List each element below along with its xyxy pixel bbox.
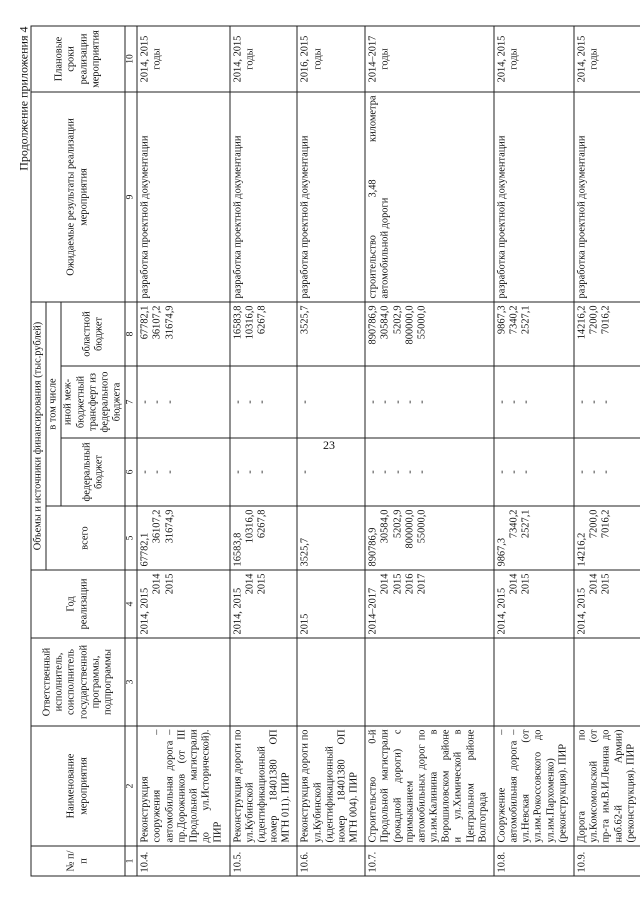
cell-line: 2014–2017 [367, 587, 379, 635]
cell-line: 2015 [256, 573, 268, 595]
cell-line: 36107,2 [151, 305, 163, 340]
cell-line: 67782,1 [139, 532, 151, 567]
header-deadlines: Плановые сроки реализации мероприятия [31, 26, 125, 92]
cell-line: - [496, 470, 508, 474]
table-row [574, 26, 640, 876]
header-including: в том числе [46, 302, 61, 506]
cell-line: - [404, 470, 416, 474]
cell-line: 2014 [508, 573, 520, 595]
row-total [230, 506, 298, 570]
row-executor [494, 638, 574, 726]
cell-line: - [379, 470, 391, 474]
row-result: разработка проектной документации [574, 92, 640, 302]
rotated-page [16, 13, 637, 893]
cell-line: 2014 [379, 573, 391, 595]
cell-line: 2014 [151, 573, 163, 595]
cell-line: - [256, 400, 268, 404]
cell-line: 10316,0 [244, 509, 256, 544]
row-federal [297, 438, 365, 506]
cell-line: - [392, 470, 404, 474]
cell-line: 2014 [588, 573, 600, 595]
cell-line: - [299, 470, 311, 474]
cell-line: - [588, 400, 600, 404]
cell-line: 2527,1 [520, 305, 532, 335]
row-name: Реконструкция дороги по ул.Кубинской (идентификационный номер 18401380 ОП МГН 004). ПИР [297, 726, 365, 846]
cell-line: 800000,0 [404, 305, 416, 345]
cell-line: - [404, 400, 416, 404]
cell-line: - [576, 400, 588, 404]
cell-line: - [508, 400, 520, 404]
row-number: 10.8. [494, 846, 574, 876]
cell-line: - [600, 470, 612, 474]
row-transfer [297, 366, 365, 438]
cell-line: - [367, 470, 379, 474]
cell-line: 7016,2 [600, 509, 612, 539]
row-name: Строительство 0-й Продольной магистрали (рокадной дороги) с примыканием автомобильных дорог по ул.им.Калинина в Ворошиловском районе и ул.Химической в Центральном районе Волгограда [365, 726, 494, 846]
column-number: 6 [125, 438, 137, 506]
header-year: Год реализации [31, 570, 125, 638]
row-regional [137, 302, 229, 366]
row-name: Дорога по ул.Комсомольской (от пр-та им.В.И.Ленина до наб.62-й Армии) (реконструкция). ПИР [574, 726, 640, 846]
cell-line: - [139, 400, 151, 404]
row-deadline: 2016, 2015 годы [297, 26, 365, 92]
cell-line: - [164, 400, 176, 404]
funding-table [31, 25, 640, 876]
cell-line: 9867,3 [496, 305, 508, 335]
cell-line: 890786,9 [367, 305, 379, 345]
cell-line: 890786,9 [367, 527, 379, 567]
row-federal [365, 438, 494, 506]
cell-line: 55000,0 [416, 305, 428, 340]
cell-line: 31674,9 [164, 305, 176, 340]
table-row [230, 26, 298, 876]
cell-line: - [520, 400, 532, 404]
row-executor [230, 638, 298, 726]
appendix-title: Продолжение приложения 4 [16, 26, 31, 171]
cell-line: - [416, 400, 428, 404]
cell-line: 2015 [600, 573, 612, 595]
cell-line: 16583,8 [232, 305, 244, 340]
cell-line: - [232, 400, 244, 404]
row-total [494, 506, 574, 570]
cell-line: - [367, 400, 379, 404]
row-number: 10.5. [230, 846, 298, 876]
cell-line: 3525,7 [299, 305, 311, 335]
header-federal: федеральный бюджет [61, 438, 125, 506]
cell-line: - [139, 470, 151, 474]
column-number: 2 [125, 726, 137, 846]
cell-line: 2015 [520, 573, 532, 595]
cell-line: 67782,1 [139, 305, 151, 340]
cell-line: 2014, 2015 [139, 587, 151, 635]
row-regional [365, 302, 494, 366]
cell-line: 30584,0 [379, 305, 391, 340]
cell-line: - [496, 400, 508, 404]
table-row [297, 26, 365, 876]
header-regional: областной бюджет [61, 302, 125, 366]
cell-line: 30584,0 [379, 509, 391, 544]
cell-line: - [256, 470, 268, 474]
row-transfer [494, 366, 574, 438]
row-number: 10.4. [137, 846, 229, 876]
cell-line: - [232, 470, 244, 474]
column-number: 3 [125, 638, 137, 726]
table-row [494, 26, 574, 876]
cell-line: 10316,0 [244, 305, 256, 340]
row-federal [574, 438, 640, 506]
row-executor [365, 638, 494, 726]
row-total [365, 506, 494, 570]
column-number-row [125, 26, 137, 876]
page-number: 23 [323, 438, 335, 452]
column-number: 8 [125, 302, 137, 366]
cell-line: 31674,9 [164, 509, 176, 544]
cell-line: 55000,0 [416, 509, 428, 544]
header-no: № п/п [31, 846, 125, 876]
cell-line: 5202,9 [392, 305, 404, 335]
header-total: всего [46, 506, 125, 570]
cell-line: 2014, 2015 [576, 587, 588, 635]
row-name: Реконструкция дороги по ул.Кубинской (идентификационный номер 18401380 ОП МГН 011). ПИР [230, 726, 298, 846]
cell-line: - [151, 400, 163, 404]
row-federal [137, 438, 229, 506]
cell-line: 3525,7 [299, 537, 311, 567]
cell-line: 2014 [244, 573, 256, 595]
cell-line: - [520, 470, 532, 474]
column-number: 4 [125, 570, 137, 638]
cell-line: 36107,2 [151, 509, 163, 544]
column-number: 10 [125, 26, 137, 92]
cell-line: - [600, 400, 612, 404]
cell-line: - [588, 470, 600, 474]
table-row [365, 26, 494, 876]
row-result: разработка проектной документации [494, 92, 574, 302]
header-transfer: иной меж-бюджетный трансферт из федерального бюджета [61, 366, 125, 438]
cell-line: 6267,8 [256, 305, 268, 335]
row-executor [297, 638, 365, 726]
row-total [297, 506, 365, 570]
cell-line: 2015 [164, 573, 176, 595]
row-federal [494, 438, 574, 506]
row-total [574, 506, 640, 570]
row-years [574, 570, 640, 638]
header-row-1 [31, 26, 46, 876]
row-number: 10.9. [574, 846, 640, 876]
row-result: разработка проектной документации [137, 92, 229, 302]
row-years [137, 570, 229, 638]
row-regional [297, 302, 365, 366]
cell-line: 7016,2 [600, 305, 612, 335]
row-executor [574, 638, 640, 726]
cell-line: - [164, 470, 176, 474]
row-regional [230, 302, 298, 366]
column-number: 9 [125, 92, 137, 302]
cell-line: 7200,0 [588, 509, 600, 539]
cell-line: - [576, 470, 588, 474]
cell-line: - [392, 400, 404, 404]
row-years [365, 570, 494, 638]
row-name: Реконструкция сооружения – автомобильная дорога – пр.Дорожников (от III Продольной магистрали до ул.Исторической). ПИР [137, 726, 229, 846]
cell-line: 2014, 2015 [496, 587, 508, 635]
row-deadline: 2014, 2015 годы [230, 26, 298, 92]
cell-line: 2016 [404, 573, 416, 595]
cell-line: 2015 [392, 573, 404, 595]
cell-line: - [244, 400, 256, 404]
cell-line: 5202,9 [392, 509, 404, 539]
row-regional [574, 302, 640, 366]
header-executor: Ответственный исполнитель, соисполнитель государственной программы, подпрограммы [31, 638, 125, 726]
row-deadline: 2014, 2015 годы [137, 26, 229, 92]
cell-line: - [379, 400, 391, 404]
cell-line: - [151, 470, 163, 474]
cell-line: 9867,3 [496, 537, 508, 567]
row-result: разработка проектной документации [297, 92, 365, 302]
header-funding: Объемы и источники финансирования (тыс.рублей) [31, 302, 46, 570]
row-federal [230, 438, 298, 506]
row-number: 10.6. [297, 846, 365, 876]
row-transfer [137, 366, 229, 438]
row-deadline: 2014, 2015 годы [574, 26, 640, 92]
row-transfer [574, 366, 640, 438]
row-deadline: 2014–2017 годы [365, 26, 494, 92]
row-number: 10.7. [365, 846, 494, 876]
cell-line: 2017 [416, 573, 428, 595]
cell-line: 800000,0 [404, 509, 416, 549]
cell-line: 7340,2 [508, 509, 520, 539]
row-total [137, 506, 229, 570]
cell-line: - [508, 470, 520, 474]
column-number: 5 [125, 506, 137, 570]
cell-line: 2527,1 [520, 509, 532, 539]
table-row [137, 26, 229, 876]
column-number: 7 [125, 366, 137, 438]
row-result: строительство 3,48 километра автомобильной дороги [365, 92, 494, 302]
header-name: Наименование мероприятия [31, 726, 125, 846]
cell-line: 14216,2 [576, 532, 588, 567]
row-transfer [230, 366, 298, 438]
cell-line: 2014, 2015 [232, 587, 244, 635]
cell-line: 2015 [299, 613, 311, 635]
row-years [494, 570, 574, 638]
row-result: разработка проектной документации [230, 92, 298, 302]
cell-line: 6267,8 [256, 509, 268, 539]
row-executor [137, 638, 229, 726]
cell-line: 16583,8 [232, 532, 244, 567]
cell-line: 7200,0 [588, 305, 600, 335]
row-years [297, 570, 365, 638]
row-years [230, 570, 298, 638]
row-deadline: 2014, 2015 годы [494, 26, 574, 92]
cell-line: 7340,2 [508, 305, 520, 335]
row-transfer [365, 366, 494, 438]
cell-line: 14216,2 [576, 305, 588, 340]
cell-line: - [244, 470, 256, 474]
cell-line: - [299, 400, 311, 404]
header-results: Ожидаемые результаты реализации мероприятия [31, 92, 125, 302]
row-name: Сооружение – автомобильная дорога – ул.Невская (от ул.им.Рокоссовского до ул.им.Пархоменко) (реконструкция). ПИР [494, 726, 574, 846]
cell-line: - [416, 470, 428, 474]
column-number: 1 [125, 846, 137, 876]
row-regional [494, 302, 574, 366]
